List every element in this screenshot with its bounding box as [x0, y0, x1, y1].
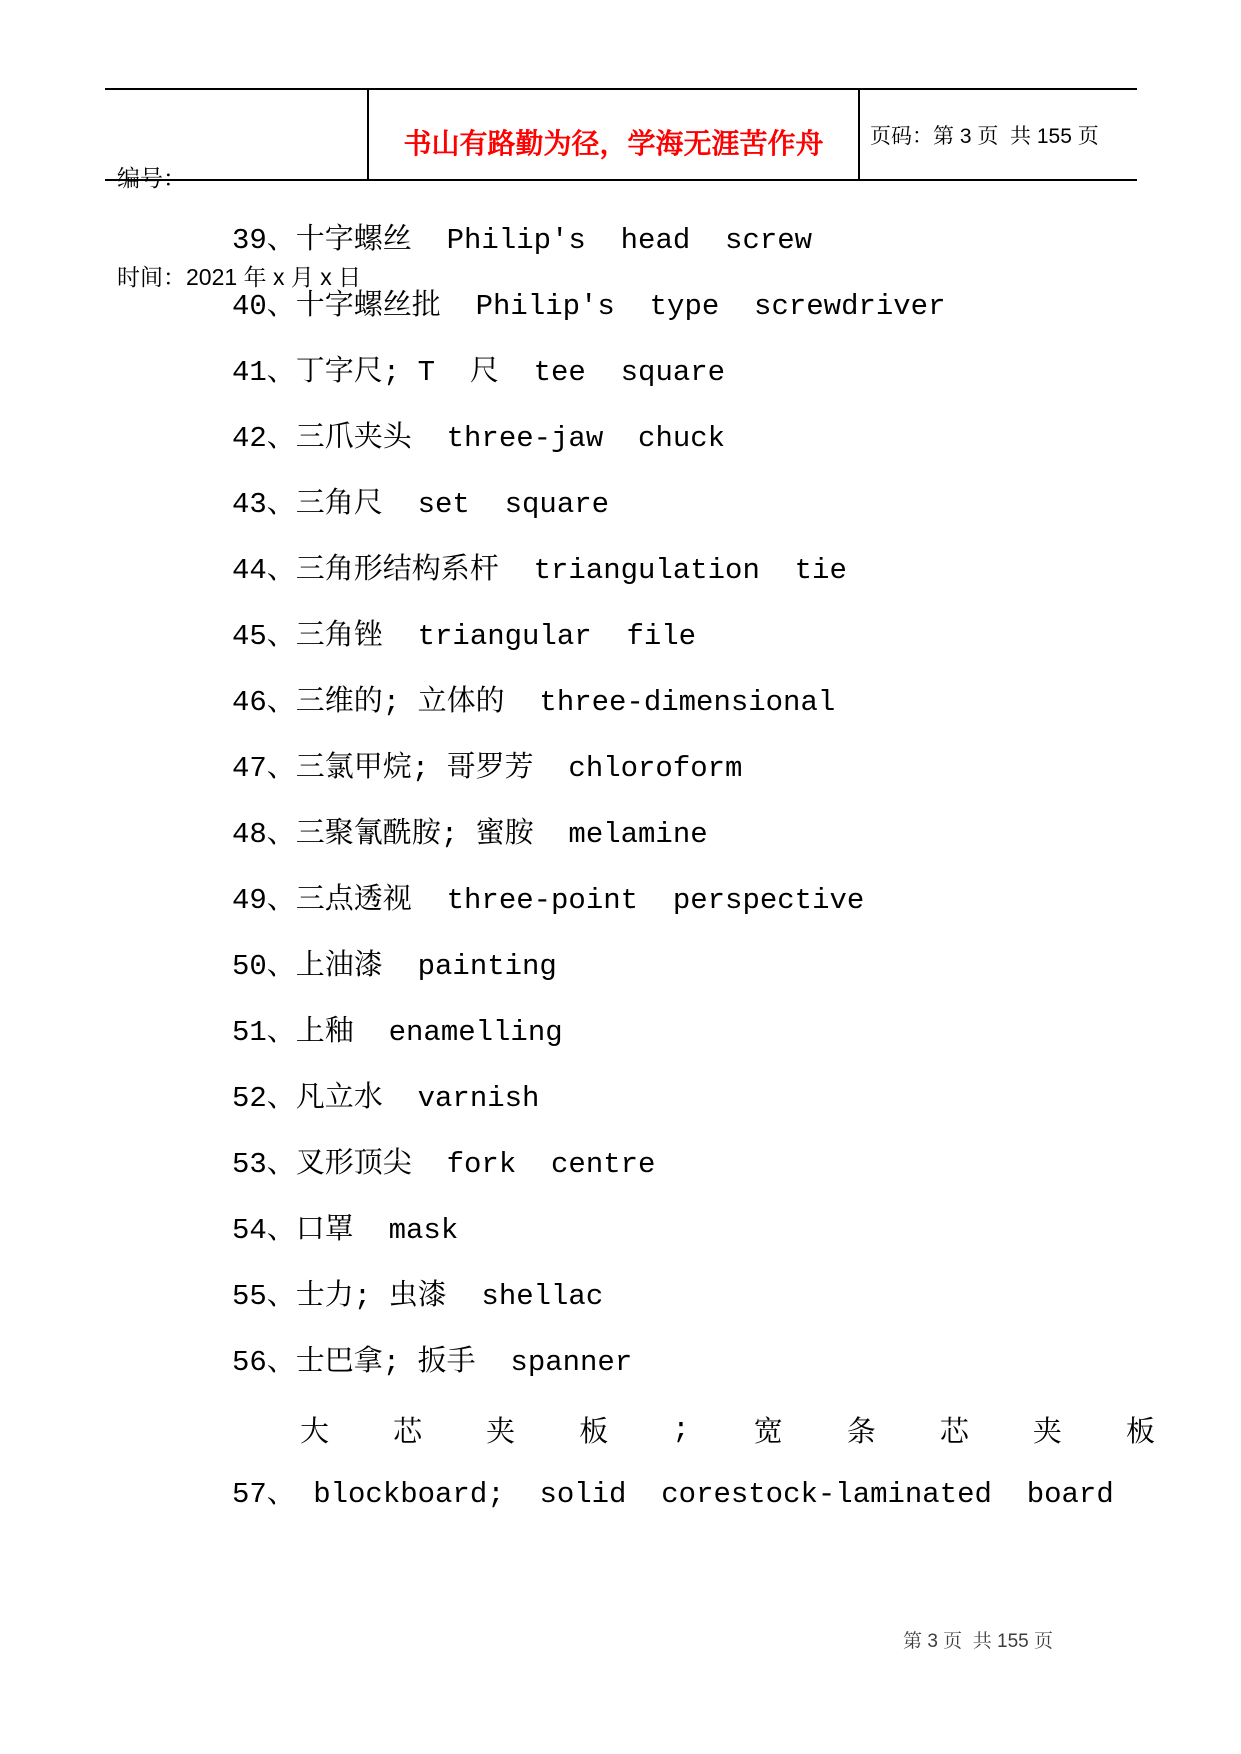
list-item: 42、三爪夹头 three-jaw chuck — [232, 422, 726, 455]
page-footer: 第 3 页 共 155 页 — [903, 1631, 1053, 1652]
header-slogan-text: 书山有路勤为径，学海无涯苦作舟 — [403, 127, 824, 159]
list-item: 54、口罩 mask — [232, 1214, 459, 1247]
wrapped-term-line — [300, 1396, 1155, 1462]
wrapped-term-char: 大 — [300, 1416, 330, 1450]
list-item: 50、上油漆 painting — [232, 950, 557, 983]
wrapped-term-char: 条 — [846, 1416, 876, 1450]
list-item: 45、三角锉 triangular file — [232, 620, 697, 653]
wrapped-term-char: 板 — [579, 1416, 609, 1450]
wrapped-term-char: 板 — [1125, 1416, 1155, 1450]
header-cell-slogan — [367, 90, 860, 179]
header-time-label: 时间：2021 年 x 月 x 日 — [117, 264, 362, 290]
header-cell-page-number — [860, 90, 1137, 179]
wrapped-term-char: 夹 — [486, 1416, 516, 1450]
wrapped-term-char: 宽 — [753, 1416, 783, 1450]
list-item: 56、士巴拿; 扳手 spanner — [232, 1346, 633, 1379]
list-item: 48、三聚氰酰胺; 蜜胺 melamine — [232, 818, 708, 851]
header-number-label: 编号： — [117, 165, 186, 191]
list-item: 51、上釉 enamelling — [232, 1016, 563, 1049]
list-item: 49、三点透视 three-point perspective — [232, 884, 865, 917]
wrapped-term-char: 芯 — [939, 1416, 969, 1450]
list-item: 46、三维的; 立体的 three-dimensional — [232, 686, 836, 719]
wrapped-term-char: 夹 — [1032, 1416, 1062, 1450]
list-item: 53、叉形顶尖 fork centre — [232, 1148, 656, 1181]
list-item: 55、士力; 虫漆 shellac — [232, 1280, 604, 1313]
wrapped-term-char: 芯 — [393, 1416, 423, 1450]
list-item: 41、丁字尺; T 尺 tee square — [232, 356, 726, 389]
list-item: 43、三角尺 set square — [232, 488, 610, 521]
header-page-number-text: 页码：第 3 页 共 155 页 — [870, 124, 1099, 148]
list-item: 52、凡立水 varnish — [232, 1082, 540, 1115]
list-item: 40、十字螺丝批 Philip's type screwdriver — [232, 290, 946, 323]
list-item: 57、 blockboard; solid corestock-laminated board — [232, 1478, 1114, 1511]
list-item: 44、三角形结构系杆 triangulation tie — [232, 554, 847, 587]
wrapped-term-char: ; — [672, 1412, 690, 1446]
list-item: 47、三氯甲烷; 哥罗芳 chloroform — [232, 752, 743, 785]
vocabulary-list — [232, 208, 946, 1396]
list-item: 39、十字螺丝 Philip's head screw — [232, 224, 813, 257]
header-cell-number-time — [105, 90, 367, 290]
